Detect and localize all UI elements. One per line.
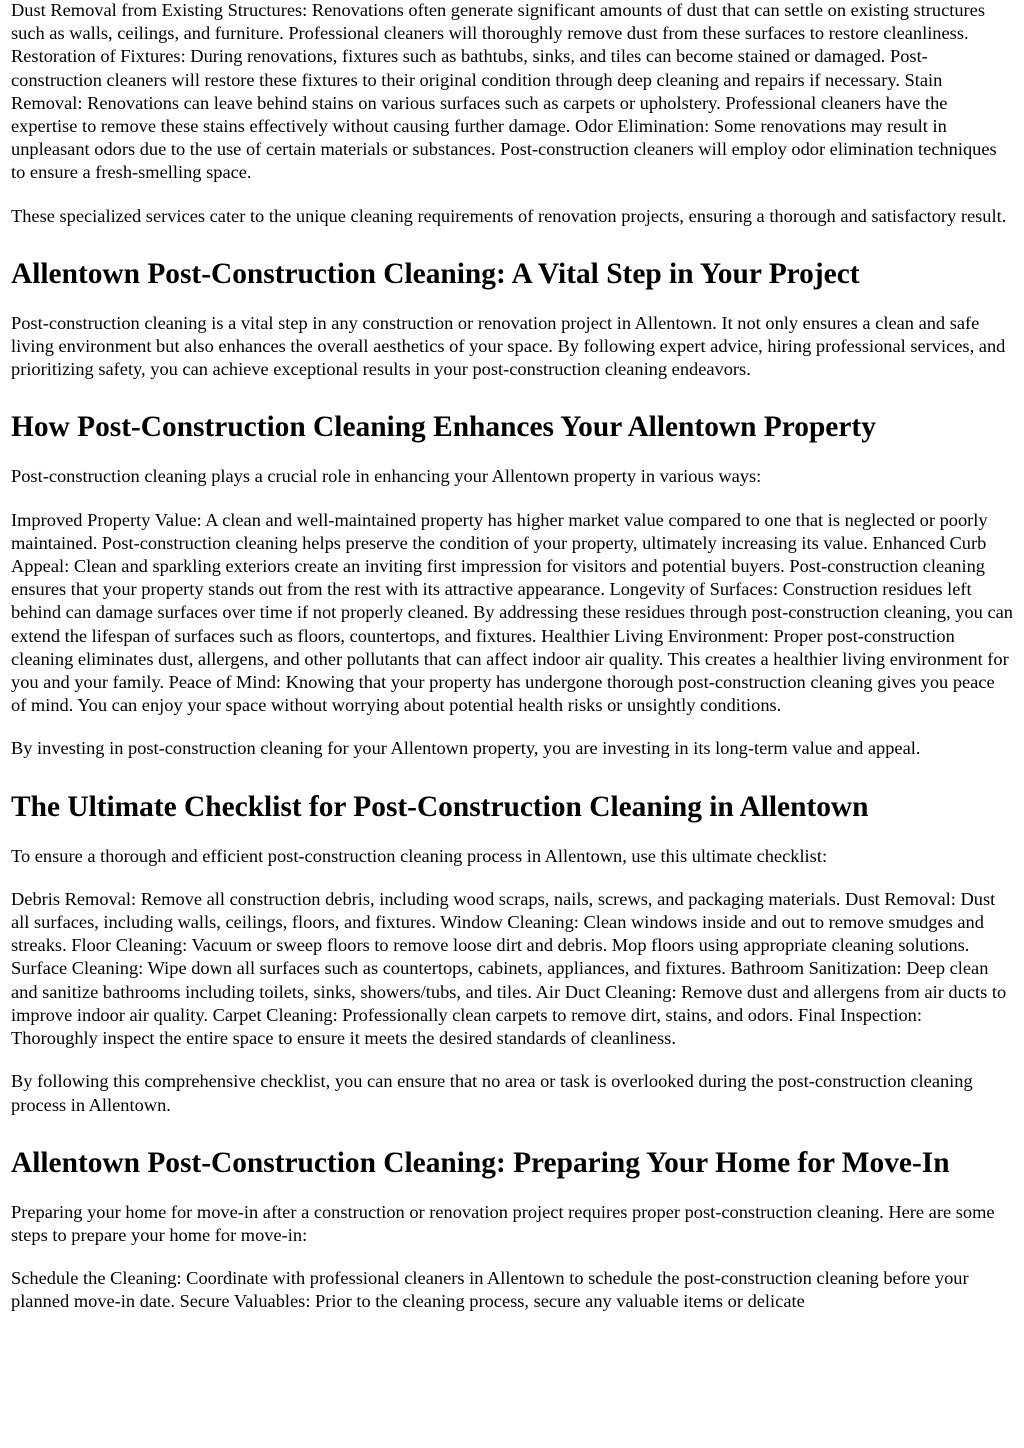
section-paragraph: To ensure a thorough and efficient post-construction cleaning process in Allentown, use this ultimate checklist:: [11, 845, 828, 866]
section-paragraph: Schedule the Cleaning: Coordinate with professional cleaners in Allentown to schedule the post-construction cleaning before your planned move-in date. Secure Valuables: Prior to the cleaning process, secure any valuable items or delicate: [11, 1268, 969, 1312]
section-heading-ultimate-checklist: The Ultimate Checklist for Post-Construction Cleaning in Allentown: [11, 790, 869, 823]
intro-paragraph-2: These specialized services cater to the unique cleaning requirements of renovation projects, ensuring a thorough and satisfactory result.: [11, 205, 1007, 226]
section-paragraph: Improved Property Value: A clean and well-maintained property has higher market value compared to one that is neglected or poorly maintained. Post-construction cleaning helps preserve the condition of your property, ultimately increasing its value. Enhanced Curb Appeal: Clean and sparkling exteriors create an inviting first impression for visitors and potential buyers. Post-construction cleaning ensures that your property stands out from the rest with its attractive appearance. Longevity of Surfaces: Construction residues left behind can damage surfaces over time if not properly cleaned. By addressing these residues through post-construction cleaning, you can extend the lifespan of surfaces such as floors, countertops, and fixtures. Healthier Living Environment: Proper post-construction cleaning eliminates dust, allergens, and other pollutants that can affect indoor air quality. This creates a healthier living environment for you and your family. Peace of Mind: Knowing that your property has undergone thorough post-construction cleaning gives you peace of mind. You can enjoy your space without worrying about potential health risks or unsightly conditions.: [11, 509, 1013, 716]
section-heading-vital-step: Allentown Post-Construction Cleaning: A Vital Step in Your Project: [11, 257, 860, 290]
section-heading-enhances-property: How Post-Construction Cleaning Enhances Your Allentown Property: [11, 411, 876, 444]
section-paragraph: Debris Removal: Remove all construction debris, including wood scraps, nails, screws, and packaging materials. Dust Removal: Dust all surfaces, including walls, ceilings, floors, and fixtures. Window Cleaning: Clean windows inside and out to remove smudges and streaks. Floor Cleaning: Vacuum or sweep floors to remove loose dirt and debris. Mop floors using appropriate cleaning solutions. Surface Cleaning: Wipe down all surfaces such as countertops, cabinets, appliances, and fixtures. Bathroom Sanitization: Deep clean and sanitize bathrooms including toilets, sinks, showers/tubs, and tiles. Air Duct Cleaning: Remove dust and allergens from air ducts to improve indoor air quality. Carpet Cleaning: Professionally clean carpets to remove dirt, stains, and odors. Final Inspection: Thoroughly inspect the entire space to ensure it meets the desired standards of cleanliness.: [11, 888, 1007, 1049]
intro-paragraph-1: Dust Removal from Existing Structures: Renovations often generate significant amounts of dust that can settle on existing structures such as walls, ceilings, and furniture. Professional cleaners will thoroughly remove dust from these surfaces to restore cleanliness. Restoration of Fixtures: During renovations, fixtures such as bathtubs, sinks, and tiles can become stained or damaged. Post-construction cleaners will restore these fixtures to their original condition through deep cleaning and repairs if necessary. Stain Removal: Renovations can leave behind stains on various surfaces such as carpets or upholstery. Professional cleaners have the expertise to remove these stains effectively without causing further damage. Odor Elimination: Some renovations may result in unpleasant odors due to the use of certain materials or substances. Post-construction cleaners will employ odor elimination techniques to ensure a fresh-smelling space.: [11, 0, 997, 183]
section-paragraph: By investing in post-construction cleaning for your Allentown property, you are investing in its long-term value and appeal.: [11, 738, 921, 759]
section-heading-move-in: Allentown Post-Construction Cleaning: Preparing Your Home for Move-In: [11, 1146, 950, 1179]
section-paragraph: Preparing your home for move-in after a construction or renovation project requires proper post-construction cleaning. Here are some steps to prepare your home for move-in:: [11, 1201, 995, 1245]
section-paragraph: Post-construction cleaning is a vital step in any construction or renovation project in Allentown. It not only ensures a clean and safe living environment but also enhances the overall aesthetics of your space. By following expert advice, hiring professional services, and prioritizing safety, you can achieve exceptional results in your post-construction cleaning endeavors.: [11, 312, 1006, 380]
section-paragraph: Post-construction cleaning plays a crucial role in enhancing your Allentown property in various ways:: [11, 466, 762, 487]
section-paragraph: By following this comprehensive checklist, you can ensure that no area or task is overlooked during the post-construction cleaning process in Allentown.: [11, 1071, 973, 1115]
